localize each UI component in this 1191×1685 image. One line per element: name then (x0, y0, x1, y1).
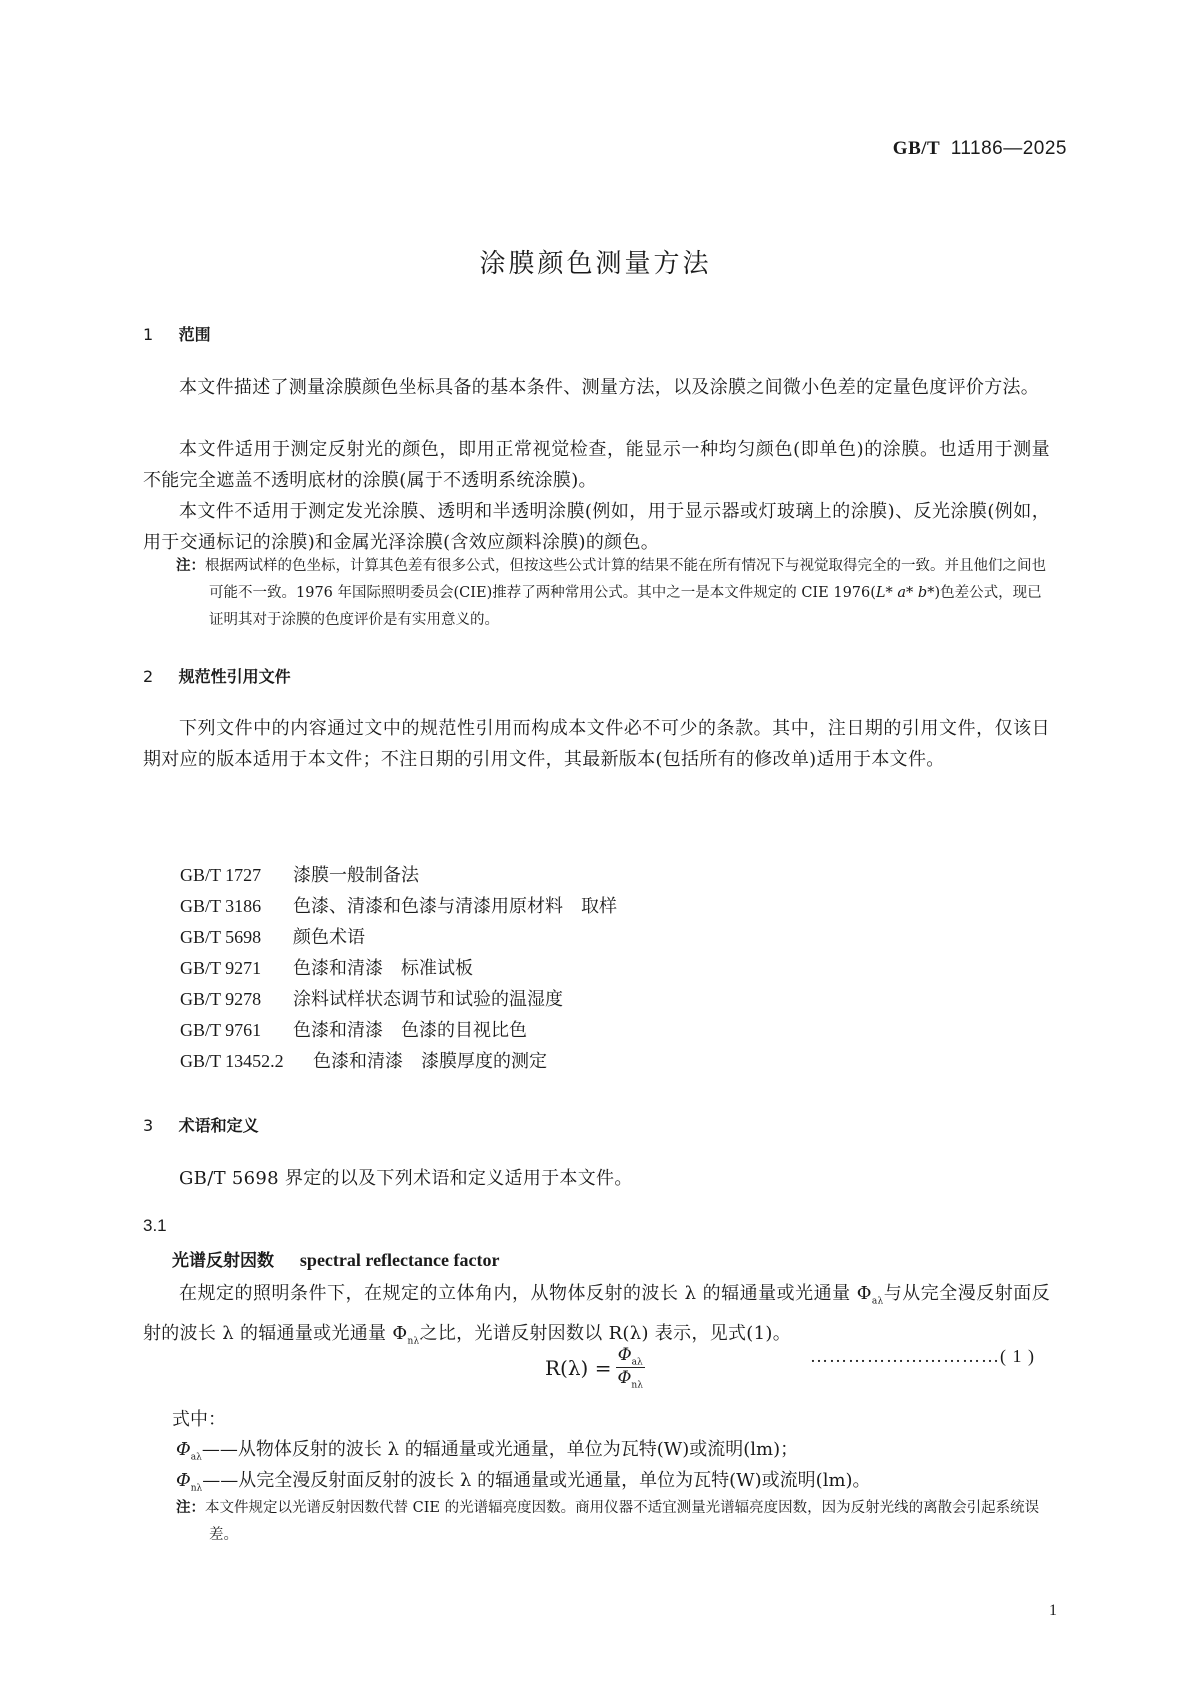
term-english: spectral reflectance factor (299, 1250, 500, 1270)
equation-1 (545, 1345, 645, 1391)
reference-item: GB/T 1727 漆膜一般制备法 (180, 865, 419, 886)
symbol-definition: $\Phi_{a\lambda}——$从物体反射的波长 λ 的辐通量或光通量，单位为瓦特(W)或流明(lm)； (176, 1439, 799, 1463)
reference-item: GB/T 9761 色漆和清漆 色漆的目视比色 (180, 1020, 527, 1041)
where-label: 式中： (172, 1409, 226, 1430)
reference-item: GB/T 9278 涂料试样状态调节和试验的温湿度 (180, 989, 563, 1010)
section-2-paragraph-1: 下列文件中的内容通过文中的规范性引用而构成本文件必不可少的条款。其中，注日期的引用文件，仅该日期对应的版本适用于本文件；不注日期的引用文件，其最新版本(包括所有的修改单)适用于本文件。 (143, 718, 1050, 770)
section-1-paragraph-1: 本文件描述了测量涂膜颜色坐标具备的基本条件、测量方法，以及涂膜之间微小色差的定量色度评价方法。 (179, 377, 1040, 398)
section-1-heading: 1 范围 (143, 325, 211, 344)
equation-lhs: R(λ) = (545, 1355, 612, 1380)
reference-item: GB/T 9271 色漆和清漆 标准试板 (180, 958, 473, 979)
section-1-paragraph-2: 本文件适用于测定反射光的颜色，即用正常视觉检查，能显示一种均匀颜色(即单色)的涂膜。也适用于测量不能完全遮盖不透明底材的涂膜(属于不透明系统涂膜)。 (143, 439, 1050, 491)
reference-item: GB/T 13452.2 色漆和清漆 漆膜厚度的测定 (180, 1051, 547, 1072)
document-prefix: GB/T (892, 138, 941, 159)
document-code (893, 138, 1067, 160)
equation-number: …………………………( 1 ) (810, 1346, 1035, 1366)
reference-item: GB/T 5698 颜色术语 (180, 927, 365, 948)
symbol-definition: $\Phi_{n\lambda}——$从完全漫反射面反射的波长 λ 的辐通量或光通量，单位为瓦特(W)或流明(lm)。 (176, 1470, 871, 1494)
section-3-heading: 3 术语和定义 (143, 1116, 259, 1135)
section-2-heading: 2 规范性引用文件 (143, 667, 291, 686)
section-1-note: 注：根据两试样的色坐标，计算其色差有很多公式，但按这些公式计算的结果不能在所有情况下与视觉取得完全的一致。并且他们之间也可能不一致。1976 年国际照明委员会(CIE)推荐了两种常用公式。其中之一是本文件规定的 CIE 1976(L* a* b*)色差公式，现已证明其对于涂膜的色度评价是有实用意义的。 (176, 558, 1046, 628)
equation-fraction: $\frac{\Phi_{a\lambda}}{\Phi_{n\lambda}}$ (617, 1345, 643, 1391)
clause-number: 3.1 (143, 1216, 167, 1235)
section-1-paragraph-3: 本文件不适用于测定发光涂膜、透明和半透明涂膜(例如，用于显示器或灯玻璃上的涂膜)、反光涂膜(例如，用于交通标记的涂膜)和金属光泽涂膜(含效应颜料涂膜)的颜色。 (143, 501, 1050, 553)
section-3-paragraph-1: GB/T 5698 界定的以及下列术语和定义适用于本文件。 (179, 1168, 633, 1189)
document-number: 11186—2025 (950, 138, 1067, 159)
page-number: 1 (1049, 1602, 1057, 1619)
term-heading (172, 1246, 499, 1271)
section-3-note: 注：本文件规定以光谱反射因数代替 CIE 的光谱辐亮度因数。商用仪器不适宜测量光谱辐亮度因数，因为反射光线的离散会引起系统误差。 (176, 1500, 1040, 1543)
normative-references-list (180, 860, 617, 1077)
page-title: 涂膜颜色测量方法 (479, 249, 712, 279)
term-chinese: 光谱反射因数 (172, 1251, 274, 1271)
term-definition: 在规定的照明条件下，在规定的立体角内，从物体反射的波长 λ 的辐通量或光通量 $\Phi_{a\lambda}$与从完全漫反射面反射的波长 λ 的辐通量或光通量 $\Phi_{n\lambda}$之比，光谱反射因数以 R(λ) 表示，见式(1)。 (143, 1283, 1050, 1347)
reference-item: GB/T 3186 色漆、清漆和色漆与清漆用原材料 取样 (180, 896, 617, 917)
